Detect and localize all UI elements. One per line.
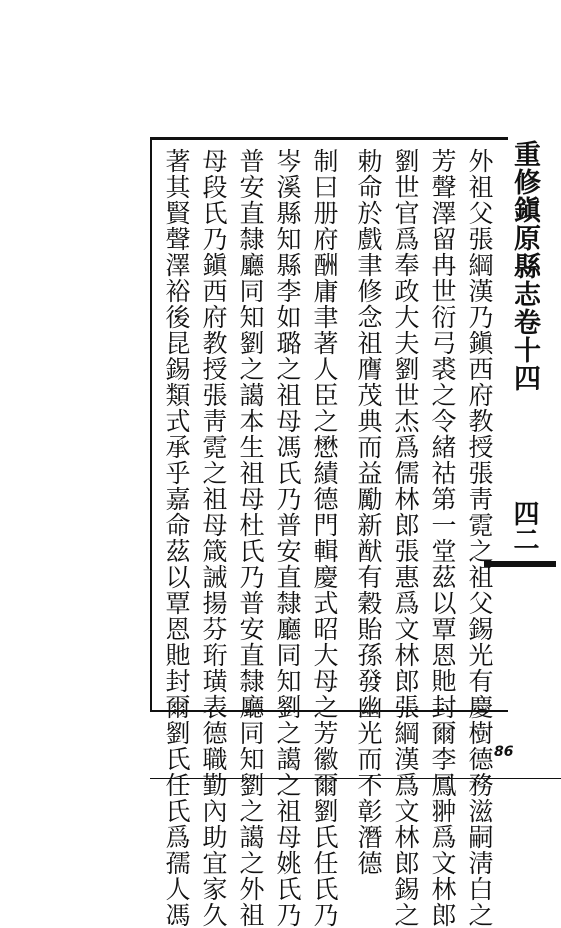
fish-tail-mark	[484, 561, 556, 567]
book-title: 重修鎭原縣志卷十四	[509, 140, 540, 392]
text-column-8: 母段氏乃鎭西府教授張靑霓之祖母箴誡揚芬珩璜表德職勤內助宜家久	[199, 148, 228, 928]
text-column-4: 勅命於戲聿修念祖膺茂典而益勵新猷有穀貽孫發幽光而不彰潛德	[354, 148, 383, 876]
text-column-2: 芳聲澤留冉世衍弓裘之令緒祜第一堂茲以覃恩貤封爾李鳳翀爲文林郎	[428, 148, 457, 928]
text-column-9: 著其賢聲澤裕後昆錫類式承乎嘉命茲以覃恩貤封爾劉氏任氏爲孺人馮	[162, 148, 191, 928]
text-column-6: 岑溪縣知縣李如璐之祖母馮氏乃普安直隸廳同知劉之譪之祖母姚氏乃	[273, 148, 302, 928]
text-column-1: 外祖父張綱漢乃鎭西府教授張靑霓之祖父錫光有慶樹德務滋嗣淸白之	[465, 148, 494, 928]
bottom-rule	[150, 778, 561, 779]
text-column-3: 劉世官爲奉政大夫劉世杰爲儒林郎張惠爲文林郎張綱漢爲文林郎錫之	[391, 148, 420, 928]
text-column-5: 制曰册府酬庸聿著人臣之懋績德門輯慶式昭大母之芳徽爾劉氏任氏乃	[310, 148, 339, 928]
page-number: 86	[494, 744, 514, 760]
chinese-page-number: 四二	[509, 500, 539, 552]
text-column-7: 普安直隸廳同知劉之譪本生祖母杜氏乃普安直隸廳同知劉之譪之外祖	[236, 148, 265, 928]
